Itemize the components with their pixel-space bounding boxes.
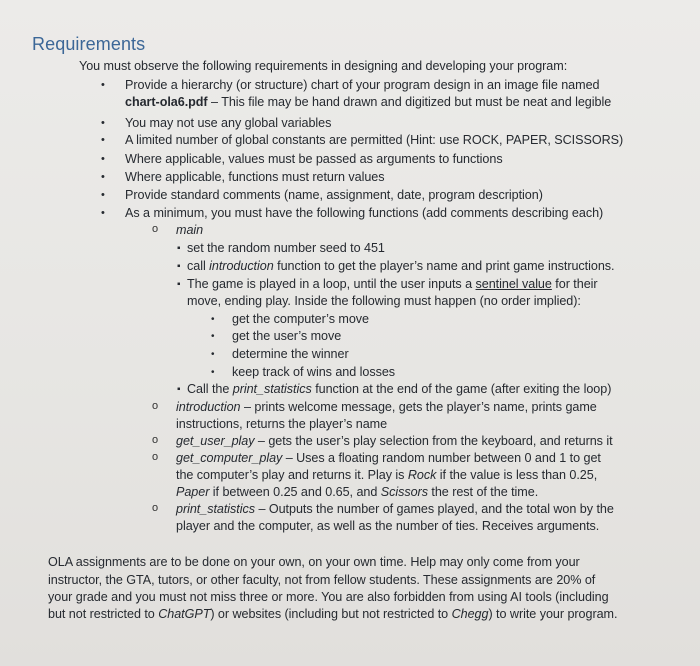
bullet-icon: • bbox=[211, 349, 215, 360]
loop-item: determine the winner bbox=[232, 347, 349, 361]
sub-bullet-icon: o bbox=[152, 400, 159, 412]
function-name: get_computer_play bbox=[176, 451, 283, 465]
step-text: The game is played in a loop, until the user inputs a bbox=[187, 277, 476, 291]
step-text: call bbox=[187, 259, 210, 273]
policy-text: instructor, the GTA, tutors, or other faculty, not from fellow students. These assignments are 20% of bbox=[48, 573, 596, 587]
bullet-icon: • bbox=[101, 189, 105, 201]
function-name-main bbox=[176, 222, 203, 239]
function-description-cont bbox=[176, 484, 538, 501]
loop-item: get the user’s move bbox=[232, 329, 342, 343]
policy-text bbox=[48, 606, 617, 623]
step-text: function to get the player’s name and print game instructions. bbox=[273, 259, 615, 273]
bullet-icon: • bbox=[101, 153, 105, 165]
policy-text-part: ) to write your program. bbox=[488, 607, 618, 621]
step-italic: print_statistics bbox=[232, 382, 312, 396]
play-name: Rock bbox=[407, 468, 437, 482]
step-italic: introduction bbox=[209, 259, 274, 273]
bullet-icon: • bbox=[101, 117, 105, 129]
function-name: print_statistics bbox=[176, 502, 255, 516]
requirement-text: Where applicable, functions must return values bbox=[125, 170, 385, 184]
function-description-cont: instructions, returns the player’s name bbox=[176, 417, 388, 431]
requirement-text bbox=[125, 94, 611, 111]
step-text: for their bbox=[551, 277, 598, 291]
bullet-icon: • bbox=[211, 314, 215, 325]
function-text: if the value is less than 0.25, bbox=[436, 468, 598, 482]
requirement-text: You may not use any global variables bbox=[125, 116, 332, 130]
intro-text: You must observe the following requirements in designing and developing your program: bbox=[79, 59, 568, 73]
bullet-icon: • bbox=[211, 331, 215, 342]
requirement-text-cont: – This file may be hand drawn and digitized but must be neat and legible bbox=[207, 95, 612, 109]
policy-text-part: but not restricted to bbox=[48, 607, 159, 621]
main-step bbox=[187, 276, 598, 293]
function-description bbox=[176, 501, 614, 518]
requirement-text: A limited number of global constants are permitted (Hint: use ROCK, PAPER, SCISSORS) bbox=[125, 133, 624, 147]
step-underline: sentinel value bbox=[475, 277, 552, 291]
square-bullet-icon: ▪ bbox=[177, 261, 181, 272]
main-step bbox=[187, 258, 614, 275]
function-description bbox=[176, 399, 597, 416]
main-step-cont: move, ending play. Inside the following must happen (no order implied): bbox=[187, 294, 581, 308]
function-text: – gets the user’s play selection from the keyboard, and returns it bbox=[254, 434, 613, 448]
site-name: Chegg bbox=[451, 607, 489, 621]
function-description bbox=[176, 433, 613, 450]
bullet-icon: • bbox=[211, 367, 215, 378]
function-text: – Uses a floating random number between 0 and 1 to get bbox=[282, 451, 601, 465]
file-name: chart-ola6.pdf bbox=[125, 95, 208, 109]
function-text: if between 0.25 and 0.65, and bbox=[209, 485, 381, 499]
requirement-text: Provide a hierarchy (or structure) chart of your program design in an image file named bbox=[125, 78, 600, 92]
square-bullet-icon: ▪ bbox=[177, 384, 181, 395]
section-heading: Requirements bbox=[32, 34, 146, 54]
bullet-icon: • bbox=[101, 134, 105, 146]
function-description-cont bbox=[176, 467, 597, 484]
requirement-text: Provide standard comments (name, assignment, date, program description) bbox=[125, 188, 543, 202]
requirement-text: Where applicable, values must be passed as arguments to functions bbox=[125, 152, 503, 166]
function-text: the rest of the time. bbox=[427, 485, 539, 499]
bullet-icon: • bbox=[101, 207, 105, 219]
step-text: Call the bbox=[187, 382, 233, 396]
function-name: introduction bbox=[176, 400, 241, 414]
sub-bullet-icon: o bbox=[152, 451, 159, 463]
function-description bbox=[176, 450, 601, 467]
function-description-cont: player and the computer, as well as the number of ties. Receives arguments. bbox=[176, 519, 600, 533]
function-text: – prints welcome message, gets the player’s name, prints game bbox=[240, 400, 597, 414]
sub-bullet-icon: o bbox=[152, 502, 159, 514]
policy-text-part: ) or websites (including but not restricted to bbox=[210, 607, 452, 621]
function-text: – Outputs the number of games played, and the total won by the bbox=[255, 502, 614, 516]
main-label: main bbox=[176, 223, 204, 237]
play-name: Scissors bbox=[380, 485, 428, 499]
function-name: get_user_play bbox=[176, 434, 255, 448]
square-bullet-icon: ▪ bbox=[177, 243, 181, 254]
main-step: set the random number seed to 451 bbox=[187, 241, 385, 255]
requirement-text: As a minimum, you must have the following functions (add comments describing each) bbox=[125, 206, 604, 220]
step-text: function at the end of the game (after exiting the loop) bbox=[311, 382, 612, 396]
play-name: Paper bbox=[176, 485, 210, 499]
loop-item: keep track of wins and losses bbox=[232, 365, 396, 379]
tool-name: ChatGPT bbox=[158, 607, 211, 621]
main-step bbox=[187, 381, 611, 398]
square-bullet-icon: ▪ bbox=[177, 279, 181, 290]
bullet-icon: • bbox=[101, 171, 105, 183]
policy-text: your grade and you must not miss three or more. You are also forbidden from using AI tools (including bbox=[48, 590, 609, 604]
sub-bullet-icon: o bbox=[152, 434, 159, 446]
bullet-icon: • bbox=[101, 79, 105, 91]
policy-text: OLA assignments are to be done on your own, on your own time. Help may only come from your bbox=[48, 555, 580, 569]
sub-bullet-icon: o bbox=[152, 223, 159, 235]
function-text: the computer’s play and returns it. Play is bbox=[176, 468, 408, 482]
loop-item: get the computer’s move bbox=[232, 312, 369, 326]
